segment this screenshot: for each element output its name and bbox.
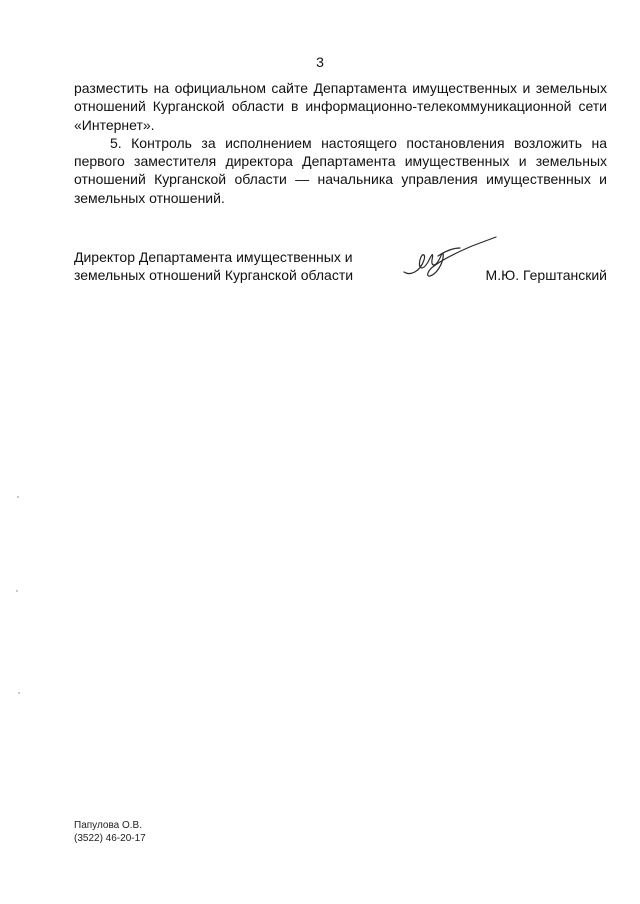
signature-block (74, 248, 607, 288)
signer-name: М.Ю. Герштанский (485, 267, 607, 283)
signer-title (74, 248, 353, 285)
document-body (74, 79, 607, 207)
signer-title-line-2: земельных отношений Курганской области (74, 267, 354, 284)
paragraph-continuation: разместить на официальном сайте Департамента имущественных и земельных отношений Курганской области в информационно-телекоммуникационной сети «Интернет». (74, 80, 607, 133)
executor-info (74, 820, 146, 845)
signer-title-line-1: Директор Департамента имущественных и (74, 249, 353, 265)
executor-name: Папулова О.В. (74, 820, 142, 831)
scan-speck (17, 496, 19, 498)
executor-phone: (3522) 46-20-17 (74, 832, 146, 844)
page-number: 3 (316, 54, 324, 70)
scan-speck (18, 692, 20, 694)
scan-speck (16, 590, 18, 592)
paragraph-item-5: 5. Контроль за исполнением настоящего постановления возложить на первого заместителя директора Департамента имущественных и земельных отношений Курганской области — начальника управления имущественных и земельных отношений. (74, 134, 607, 206)
